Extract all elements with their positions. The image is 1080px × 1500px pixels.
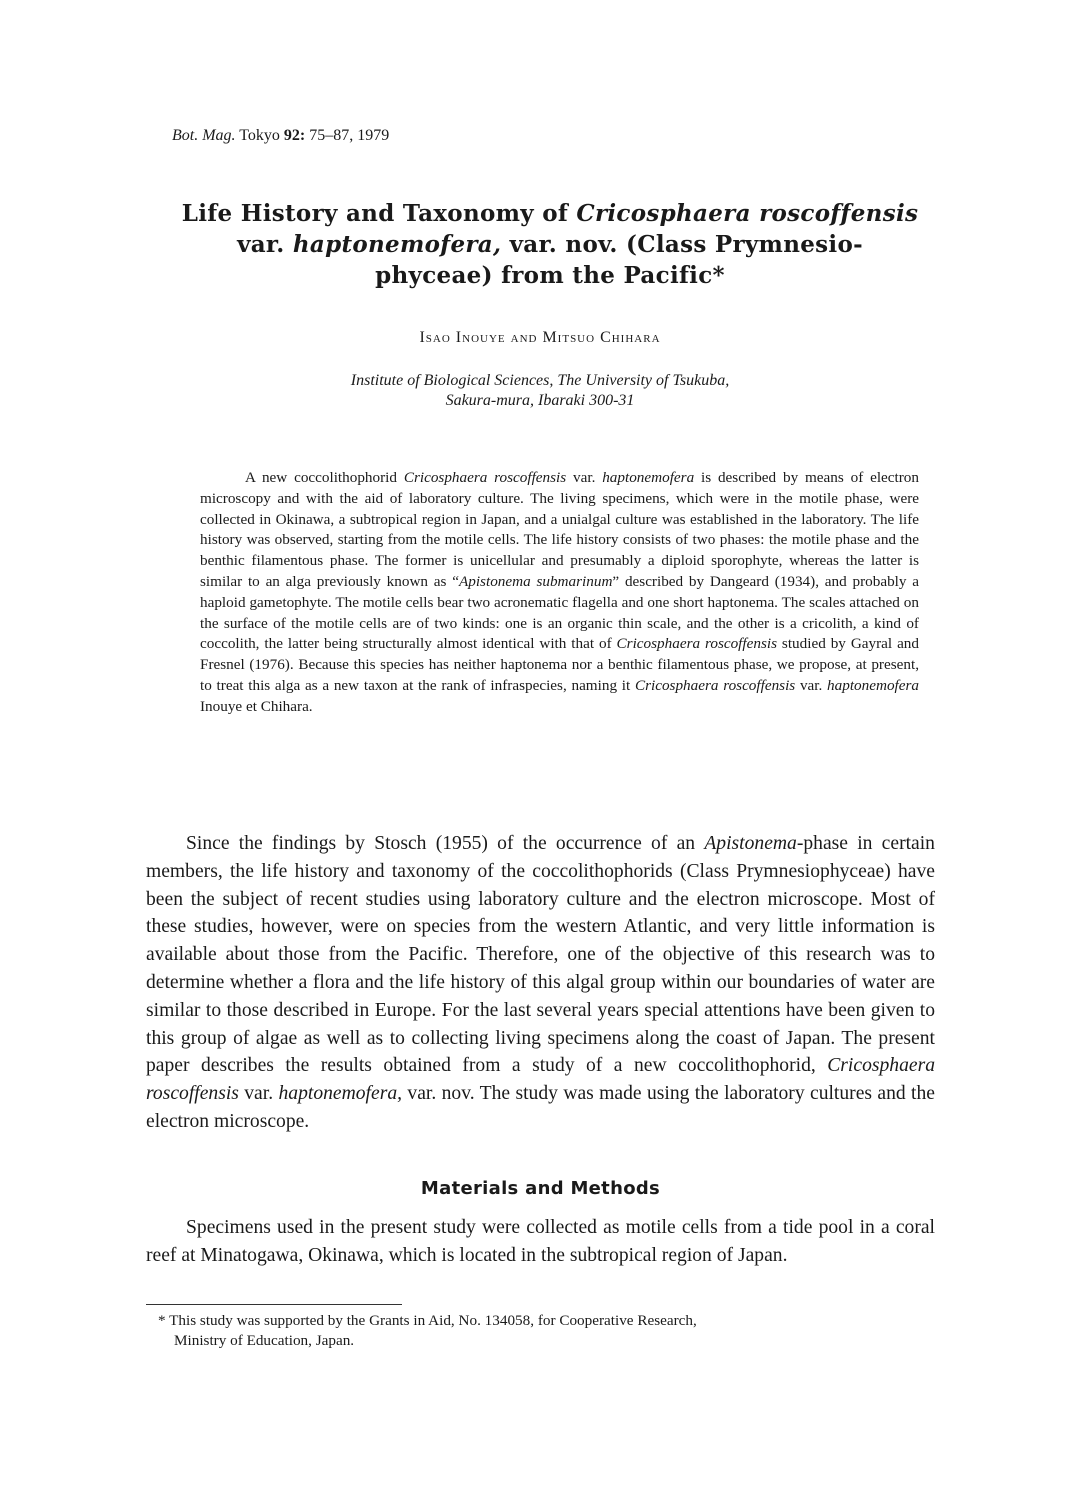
abstract-text: ” described by Dangeard (1934), and probably a haploid gametophyte. The motile cells bear two acronematic flagella and one short haptonema. The scales attached on the surface of the motile cells are of two kinds: one is an organic thin scale, and the other is a cricolith, a kind of coccolith, the latter being structurally almost identical with that of xyxy=(200,572,920,653)
abstract-text: A new coccolithophorid xyxy=(245,469,404,486)
authors xyxy=(150,329,930,347)
journal-pages: 75–87, 1979 xyxy=(309,127,390,144)
footnote-divider xyxy=(146,1304,402,1305)
methods-section xyxy=(146,1214,935,1270)
abstract xyxy=(200,468,919,718)
title-text: Life History and Taxonomy of xyxy=(181,200,577,227)
journal-volume: 92: xyxy=(283,127,306,144)
abstract-variety: haptonemofera xyxy=(602,469,695,486)
footnote-line-2: Ministry of Education, Japan. xyxy=(174,1332,355,1349)
title-species: Cricosphaera roscoffensis xyxy=(576,200,919,227)
affiliation-line-2: Sakura-mura, Ibaraki 300-31 xyxy=(445,392,635,409)
abstract-text: var. xyxy=(566,469,603,486)
journal-abbrev-bot: Bot. xyxy=(172,127,199,144)
title-line-3: phyceae) from the Pacific* xyxy=(375,262,725,289)
abstract-species: Apistonema submarinum xyxy=(458,572,613,590)
intro-text: var. nov. The study was made using the laboratory cultures and the electron microscope. xyxy=(146,1083,935,1132)
journal-abbrev-mag: Mag. xyxy=(202,127,236,144)
footnote-line-1: * This study was supported by the Grants in Aid, No. 134058, for Cooperative Research, xyxy=(158,1312,697,1329)
abstract-species: Cricosphaera roscoffensis xyxy=(634,676,796,694)
title-text: var. nov. (Class Prymnesio- xyxy=(501,231,863,258)
abstract-text: var. xyxy=(795,676,828,694)
title-variety: haptonemofera, xyxy=(292,231,502,258)
abstract-species: Cricosphaera roscoffensis xyxy=(616,635,777,653)
intro-variety: haptonemofera, xyxy=(278,1083,403,1105)
methods-paragraph: Specimens used in the present study were collected as motile cells from a tide pool in a coral reef at Minatogawa, Okinawa, which is located in the subtropical region of Japan. xyxy=(146,1217,935,1266)
abstract-paragraph xyxy=(200,468,919,718)
affiliation xyxy=(150,371,930,411)
abstract-text: Inouye et Chihara. xyxy=(200,697,313,715)
affiliation-line-1: Institute of Biological Sciences, The University of Tsukuba, xyxy=(350,372,730,389)
intro-species: Cricosphaera roscoffensis xyxy=(146,1055,935,1105)
journal-citation xyxy=(172,127,389,145)
introduction xyxy=(146,830,935,1136)
section-heading-methods: Materials and Methods xyxy=(420,1178,661,1199)
title-text: var. xyxy=(237,231,293,258)
title-line-2 xyxy=(150,229,950,260)
intro-text: var. xyxy=(238,1083,279,1105)
abstract-text: studied by Gayral and Fresnel (1976). Because this species has neither haptonema nor a benthic filamentous phase, we propose, at present, to treat this alga as a new taxon at the rank of infraspecies, naming it xyxy=(200,635,919,694)
article-title xyxy=(150,198,950,291)
intro-paragraph xyxy=(146,830,935,1136)
intro-text: -phase in certain members, the life history and taxonomy of the coccolithophorids (Class Prymnesiophyceae) have been the subject of recent studies using laboratory culture and the electron microscope. Most of these studies, however, were on species from the western Atlantic, and very little information is available about those from the Pacific. Therefore, one of the objective of this research was to determine whether a flora and the life history of this algal group within our boundaries of water are similar to those described in Europe. For the last several years special attentions have been given to this group of algae as well as to collecting living specimens along the coast of Japan. The present paper describes the results obtained from a study of a new coccolithophorid, xyxy=(146,833,935,1077)
abstract-variety: haptonemofera xyxy=(827,676,920,694)
intro-text: Since the findings by Stosch (1955) of the occurrence of an xyxy=(186,833,705,854)
title-line-1 xyxy=(150,198,950,229)
footnote xyxy=(158,1311,920,1351)
abstract-text: is described by means of electron microscopy and with the aid of laboratory culture. The living specimens, which were in the motile phase, were collected in Okinawa, a subtropical region in Japan, and a unialgal culture was established in the laboratory. The life history was observed, starting from the motile cells. The life history consists of two phases: the motile phase and the benthic filamentous phase. The former is unicellular and presumably a diploid sporophyte, whereas the latter is similar to an alga previously known as “ xyxy=(200,469,919,590)
abstract-species: Cricosphaera roscoffensis xyxy=(403,469,567,486)
intro-genus: Apistonema xyxy=(704,833,797,854)
journal-city: Tokyo xyxy=(239,127,280,144)
author-names: Isao Inouye and Mitsuo Chihara xyxy=(419,329,661,346)
